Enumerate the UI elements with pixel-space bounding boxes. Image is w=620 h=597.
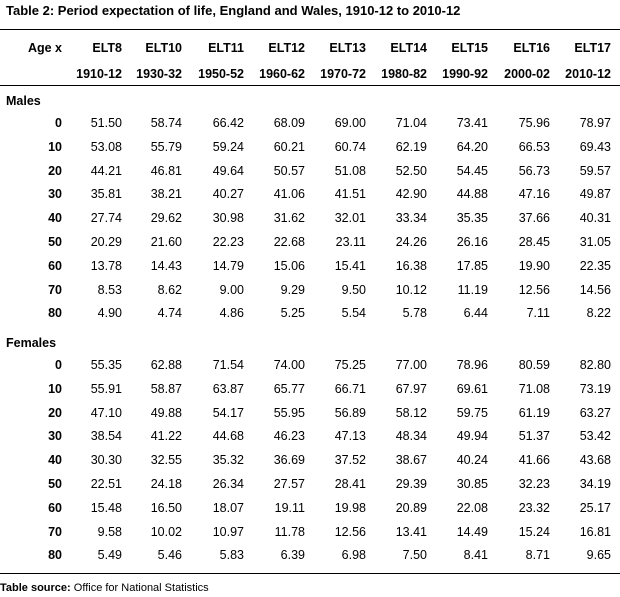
column-code-header: ELT12 bbox=[268, 41, 305, 55]
table-cell: 50.57 bbox=[273, 164, 305, 178]
table-cell: 37.52 bbox=[334, 453, 366, 467]
table-cell: 9.50 bbox=[341, 283, 366, 297]
table-cell: 78.96 bbox=[456, 358, 488, 372]
table-cell: 15.06 bbox=[273, 259, 305, 273]
row-age: 20 bbox=[48, 406, 62, 420]
table-cell: 47.16 bbox=[518, 187, 550, 201]
table-cell: 22.68 bbox=[273, 235, 305, 249]
table-cell: 20.89 bbox=[395, 501, 427, 515]
table-cell: 46.23 bbox=[273, 429, 305, 443]
table-cell: 22.51 bbox=[90, 477, 122, 491]
table-cell: 30.85 bbox=[456, 477, 488, 491]
row-age: 60 bbox=[48, 501, 62, 515]
table-cell: 38.67 bbox=[395, 453, 427, 467]
table-cell: 49.87 bbox=[579, 187, 611, 201]
table-cell: 10.97 bbox=[212, 525, 244, 539]
row-age: 40 bbox=[48, 211, 62, 225]
table-cell: 59.24 bbox=[212, 140, 244, 154]
table-cell: 43.68 bbox=[579, 453, 611, 467]
table-cell: 23.11 bbox=[335, 235, 366, 249]
table-cell: 24.18 bbox=[150, 477, 182, 491]
table-cell: 58.74 bbox=[150, 116, 182, 130]
column-code-header: ELT13 bbox=[329, 41, 366, 55]
table-cell: 17.85 bbox=[456, 259, 488, 273]
table-cell: 28.45 bbox=[518, 235, 550, 249]
table-cell: 54.45 bbox=[456, 164, 488, 178]
table-cell: 64.20 bbox=[456, 140, 488, 154]
table-cell: 14.56 bbox=[579, 283, 611, 297]
table-cell: 9.65 bbox=[586, 548, 611, 562]
age-column-header: Age x bbox=[27, 41, 62, 55]
table-cell: 51.37 bbox=[518, 429, 550, 443]
table-cell: 22.23 bbox=[212, 235, 244, 249]
table-cell: 9.00 bbox=[219, 283, 244, 297]
table-cell: 13.41 bbox=[395, 525, 427, 539]
row-age: 20 bbox=[48, 164, 62, 178]
table-cell: 40.24 bbox=[456, 453, 488, 467]
table-cell: 8.53 bbox=[97, 283, 122, 297]
table-cell: 82.80 bbox=[579, 358, 611, 372]
table-cell: 26.16 bbox=[456, 235, 488, 249]
table-cell: 38.21 bbox=[150, 187, 182, 201]
column-period-header: 1970-72 bbox=[320, 67, 366, 81]
table-cell: 6.98 bbox=[341, 548, 366, 562]
table-cell: 29.39 bbox=[395, 477, 427, 491]
table-cell: 49.88 bbox=[150, 406, 182, 420]
table-cell: 32.23 bbox=[518, 477, 550, 491]
row-age: 30 bbox=[48, 187, 62, 201]
row-age: 30 bbox=[48, 429, 62, 443]
row-age: 80 bbox=[48, 306, 62, 320]
table-cell: 52.50 bbox=[395, 164, 427, 178]
column-code-header: ELT17 bbox=[574, 41, 611, 55]
table-cell: 27.74 bbox=[90, 211, 122, 225]
table-cell: 23.32 bbox=[518, 501, 550, 515]
table-cell: 40.27 bbox=[212, 187, 244, 201]
table-cell: 49.94 bbox=[456, 429, 488, 443]
table-cell: 12.56 bbox=[334, 525, 366, 539]
table-cell: 33.34 bbox=[395, 211, 427, 225]
table-cell: 54.17 bbox=[212, 406, 244, 420]
table-cell: 4.86 bbox=[219, 306, 244, 320]
column-period-header: 1930-32 bbox=[136, 67, 182, 81]
table-cell: 40.31 bbox=[579, 211, 611, 225]
table-cell: 66.42 bbox=[212, 116, 244, 130]
table-cell: 12.56 bbox=[518, 283, 550, 297]
table-cell: 73.41 bbox=[456, 116, 488, 130]
row-age: 50 bbox=[48, 477, 62, 491]
table-cell: 42.90 bbox=[395, 187, 427, 201]
table-cell: 8.41 bbox=[463, 548, 488, 562]
table-cell: 58.12 bbox=[395, 406, 427, 420]
table-cell: 14.43 bbox=[150, 259, 182, 273]
section-label: Females bbox=[6, 336, 57, 350]
table-cell: 16.38 bbox=[395, 259, 427, 273]
table-cell: 35.35 bbox=[456, 211, 488, 225]
table-cell: 4.74 bbox=[157, 306, 182, 320]
column-code-header: ELT14 bbox=[390, 41, 427, 55]
table-cell: 34.19 bbox=[579, 477, 611, 491]
table-cell: 13.78 bbox=[90, 259, 122, 273]
table-cell: 38.54 bbox=[90, 429, 122, 443]
row-age: 60 bbox=[48, 259, 62, 273]
column-code-header: ELT8 bbox=[92, 41, 122, 55]
table-cell: 66.71 bbox=[334, 382, 366, 396]
table-cell: 71.08 bbox=[518, 382, 550, 396]
table-cell: 30.30 bbox=[90, 453, 122, 467]
table-source-text: Office for National Statistics bbox=[73, 582, 209, 594]
top-rule bbox=[0, 29, 620, 30]
table-cell: 19.98 bbox=[334, 501, 366, 515]
table-title: Table 2: Period expectation of life, England and Wales, 1910-12 to 2010-12 bbox=[6, 3, 461, 18]
table-cell: 6.39 bbox=[280, 548, 305, 562]
table-cell: 53.08 bbox=[90, 140, 122, 154]
table-cell: 5.25 bbox=[280, 306, 305, 320]
section-label: Males bbox=[6, 94, 41, 108]
table-cell: 71.54 bbox=[212, 358, 244, 372]
table-cell: 69.00 bbox=[334, 116, 366, 130]
row-age: 10 bbox=[48, 140, 62, 154]
row-age: 10 bbox=[48, 382, 62, 396]
table-cell: 41.06 bbox=[273, 187, 305, 201]
table-cell: 5.83 bbox=[219, 548, 244, 562]
bottom-rule bbox=[0, 573, 620, 574]
table-cell: 59.57 bbox=[579, 164, 611, 178]
row-age: 0 bbox=[55, 358, 62, 372]
row-age: 70 bbox=[48, 525, 62, 539]
column-period-header: 1950-52 bbox=[198, 67, 244, 81]
table-cell: 30.98 bbox=[212, 211, 244, 225]
table-cell: 8.62 bbox=[157, 283, 182, 297]
table-cell: 41.22 bbox=[150, 429, 182, 443]
table-cell: 60.21 bbox=[273, 140, 305, 154]
table-cell: 10.02 bbox=[150, 525, 182, 539]
column-period-header: 2010-12 bbox=[565, 67, 611, 81]
table-cell: 63.27 bbox=[579, 406, 611, 420]
column-code-header: ELT15 bbox=[451, 41, 488, 55]
table-cell: 55.91 bbox=[90, 382, 122, 396]
row-age: 80 bbox=[48, 548, 62, 562]
table-cell: 47.13 bbox=[334, 429, 366, 443]
table-cell: 68.09 bbox=[273, 116, 305, 130]
column-code-header: ELT16 bbox=[513, 41, 550, 55]
table-cell: 71.04 bbox=[395, 116, 427, 130]
table-cell: 11.19 bbox=[457, 283, 488, 297]
table-cell: 51.08 bbox=[334, 164, 366, 178]
table-cell: 49.64 bbox=[212, 164, 244, 178]
table-cell: 21.60 bbox=[150, 235, 182, 249]
table-cell: 14.49 bbox=[456, 525, 488, 539]
table-cell: 41.51 bbox=[334, 187, 366, 201]
column-period-header: 1980-82 bbox=[381, 67, 427, 81]
table-cell: 18.07 bbox=[212, 501, 244, 515]
table-cell: 62.19 bbox=[395, 140, 427, 154]
table-cell: 7.11 bbox=[526, 306, 550, 320]
table-cell: 66.53 bbox=[518, 140, 550, 154]
table-cell: 31.62 bbox=[273, 211, 305, 225]
table-cell: 28.41 bbox=[334, 477, 366, 491]
table-cell: 44.68 bbox=[212, 429, 244, 443]
table-cell: 59.75 bbox=[456, 406, 488, 420]
table-cell: 56.89 bbox=[334, 406, 366, 420]
column-period-header: 1910-12 bbox=[76, 67, 122, 81]
table-cell: 5.49 bbox=[97, 548, 122, 562]
table-cell: 8.22 bbox=[586, 306, 611, 320]
table-cell: 53.42 bbox=[579, 429, 611, 443]
table-source-label: Table source: bbox=[0, 582, 71, 594]
table-cell: 46.81 bbox=[150, 164, 182, 178]
column-period-header: 1960-62 bbox=[259, 67, 305, 81]
table-cell: 15.24 bbox=[518, 525, 550, 539]
table-cell: 32.55 bbox=[150, 453, 182, 467]
table-cell: 35.32 bbox=[212, 453, 244, 467]
table-cell: 7.50 bbox=[402, 548, 427, 562]
table-cell: 65.77 bbox=[273, 382, 305, 396]
table-cell: 35.81 bbox=[90, 187, 122, 201]
table-cell: 63.87 bbox=[212, 382, 244, 396]
header-rule bbox=[0, 85, 620, 86]
table-cell: 19.90 bbox=[518, 259, 550, 273]
table-cell: 55.35 bbox=[90, 358, 122, 372]
table-cell: 74.00 bbox=[273, 358, 305, 372]
table-cell: 16.50 bbox=[150, 501, 182, 515]
table-cell: 77.00 bbox=[395, 358, 427, 372]
table-cell: 55.79 bbox=[150, 140, 182, 154]
table-source bbox=[0, 582, 209, 594]
table-cell: 56.73 bbox=[518, 164, 550, 178]
table-cell: 75.96 bbox=[518, 116, 550, 130]
table-cell: 31.05 bbox=[579, 235, 611, 249]
table-cell: 6.44 bbox=[463, 306, 488, 320]
table-cell: 20.29 bbox=[90, 235, 122, 249]
table-cell: 24.26 bbox=[395, 235, 427, 249]
table-cell: 8.71 bbox=[525, 548, 550, 562]
table-cell: 10.12 bbox=[395, 283, 427, 297]
table-cell: 15.48 bbox=[90, 501, 122, 515]
table-cell: 47.10 bbox=[90, 406, 122, 420]
table-cell: 16.81 bbox=[579, 525, 611, 539]
table-cell: 27.57 bbox=[273, 477, 305, 491]
column-code-header: ELT11 bbox=[208, 41, 244, 55]
table-cell: 4.90 bbox=[97, 306, 122, 320]
row-age: 50 bbox=[48, 235, 62, 249]
table-cell: 60.74 bbox=[334, 140, 366, 154]
table-cell: 5.54 bbox=[341, 306, 366, 320]
column-period-header: 1990-92 bbox=[442, 67, 488, 81]
table-cell: 26.34 bbox=[212, 477, 244, 491]
table-cell: 41.66 bbox=[518, 453, 550, 467]
table-cell: 9.58 bbox=[97, 525, 122, 539]
table-cell: 51.50 bbox=[90, 116, 122, 130]
table-cell: 5.46 bbox=[157, 548, 182, 562]
table-cell: 44.21 bbox=[90, 164, 122, 178]
table-cell: 73.19 bbox=[579, 382, 611, 396]
table-cell: 58.87 bbox=[150, 382, 182, 396]
table-cell: 11.78 bbox=[274, 525, 305, 539]
table-cell: 36.69 bbox=[273, 453, 305, 467]
table-cell: 19.11 bbox=[274, 501, 305, 515]
row-age: 40 bbox=[48, 453, 62, 467]
table-cell: 22.08 bbox=[456, 501, 488, 515]
table-cell: 29.62 bbox=[150, 211, 182, 225]
row-age: 70 bbox=[48, 283, 62, 297]
table-cell: 22.35 bbox=[579, 259, 611, 273]
table-cell: 25.17 bbox=[579, 501, 611, 515]
table-cell: 69.43 bbox=[579, 140, 611, 154]
table-cell: 75.25 bbox=[334, 358, 366, 372]
table-cell: 32.01 bbox=[334, 211, 366, 225]
table-cell: 55.95 bbox=[273, 406, 305, 420]
table-cell: 69.61 bbox=[456, 382, 488, 396]
column-period-header: 2000-02 bbox=[504, 67, 550, 81]
table-cell: 78.97 bbox=[579, 116, 611, 130]
table-cell: 37.66 bbox=[518, 211, 550, 225]
table-cell: 14.79 bbox=[212, 259, 244, 273]
table-cell: 5.78 bbox=[402, 306, 427, 320]
column-code-header: ELT10 bbox=[145, 41, 182, 55]
table-cell: 48.34 bbox=[395, 429, 427, 443]
table-cell: 80.59 bbox=[518, 358, 550, 372]
table-cell: 9.29 bbox=[280, 283, 305, 297]
table-cell: 67.97 bbox=[395, 382, 427, 396]
table-cell: 15.41 bbox=[334, 259, 366, 273]
row-age: 0 bbox=[55, 116, 62, 130]
table-cell: 44.88 bbox=[456, 187, 488, 201]
table-cell: 62.88 bbox=[150, 358, 182, 372]
table-cell: 61.19 bbox=[518, 406, 550, 420]
